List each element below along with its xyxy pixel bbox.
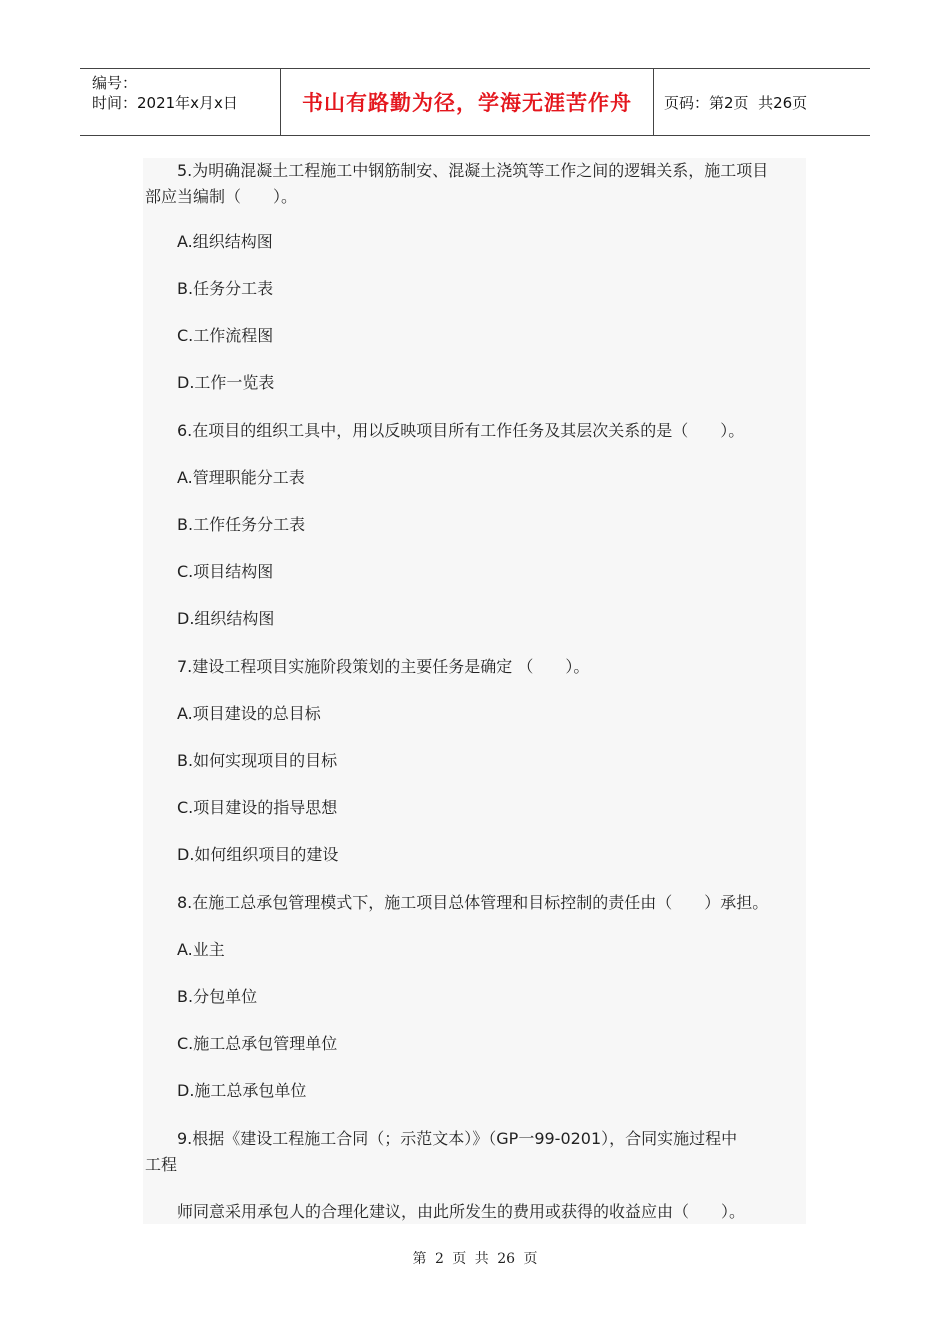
question-6-option-a: A.管理职能分工表 (177, 468, 305, 487)
question-5-option-b: B.任务分工表 (177, 279, 274, 298)
question-6-option-b: B.工作任务分工表 (177, 515, 306, 534)
question-8-option-b: B.分包单位 (177, 987, 258, 1006)
page-indicator: 页码：第2页 共26页 (664, 93, 808, 112)
question-content (143, 158, 806, 1224)
question-5-option-d: D.工作一览表 (177, 373, 275, 392)
question-9-text-line1: 9.根据《建设工程施工合同（；示范文本）》（GP一99-0201），合同实施过程中 (177, 1129, 738, 1148)
document-number-label: 编号： (92, 74, 138, 92)
page-header (80, 68, 870, 136)
question-8-option-c: C.施工总承包管理单位 (177, 1034, 338, 1053)
question-5-option-c: C.工作流程图 (177, 326, 274, 345)
question-6-option-c: C.项目结构图 (177, 562, 274, 581)
header-page-info (654, 69, 870, 135)
question-7-option-d: D.如何组织项目的建设 (177, 845, 339, 864)
document-time-label: 时间：2021年x月x日 (92, 94, 238, 112)
question-7-option-c: C.项目建设的指导思想 (177, 798, 338, 817)
question-8-text: 8.在施工总承包管理模式下，施工项目总体管理和目标控制的责任由（ ）承担。 (177, 893, 769, 912)
question-6-text: 6.在项目的组织工具中，用以反映项目所有工作任务及其层次关系的是（ ）。 (177, 421, 745, 440)
question-7-text: 7.建设工程项目实施阶段策划的主要任务是确定 （ ）。 (177, 657, 590, 676)
question-9-text-line2: 工程 (145, 1155, 178, 1174)
question-9-text-line3: 师同意采用承包人的合理化建议，由此所发生的费用或获得的收益应由（ ）。 (177, 1202, 746, 1221)
page-footer: 第 2 页 共 26 页 (412, 1251, 538, 1267)
question-8-option-d: D.施工总承包单位 (177, 1081, 307, 1100)
question-7-option-b: B.如何实现项目的目标 (177, 751, 338, 770)
question-5-option-a: A.组织结构图 (177, 232, 273, 251)
question-7-option-a: A.项目建设的总目标 (177, 704, 321, 723)
question-5-text-line1: 5.为明确混凝土工程施工中钢筋制安、混凝土浇筑等工作之间的逻辑关系，施工项目 (177, 161, 769, 180)
question-6-option-d: D.组织结构图 (177, 609, 275, 628)
question-5-text-line2: 部应当编制（ ）。 (145, 187, 298, 206)
question-8-option-a: A.业主 (177, 940, 225, 959)
header-motto: 书山有路勤为径，学海无涯苦作舟 (281, 69, 654, 135)
header-meta (80, 69, 281, 135)
